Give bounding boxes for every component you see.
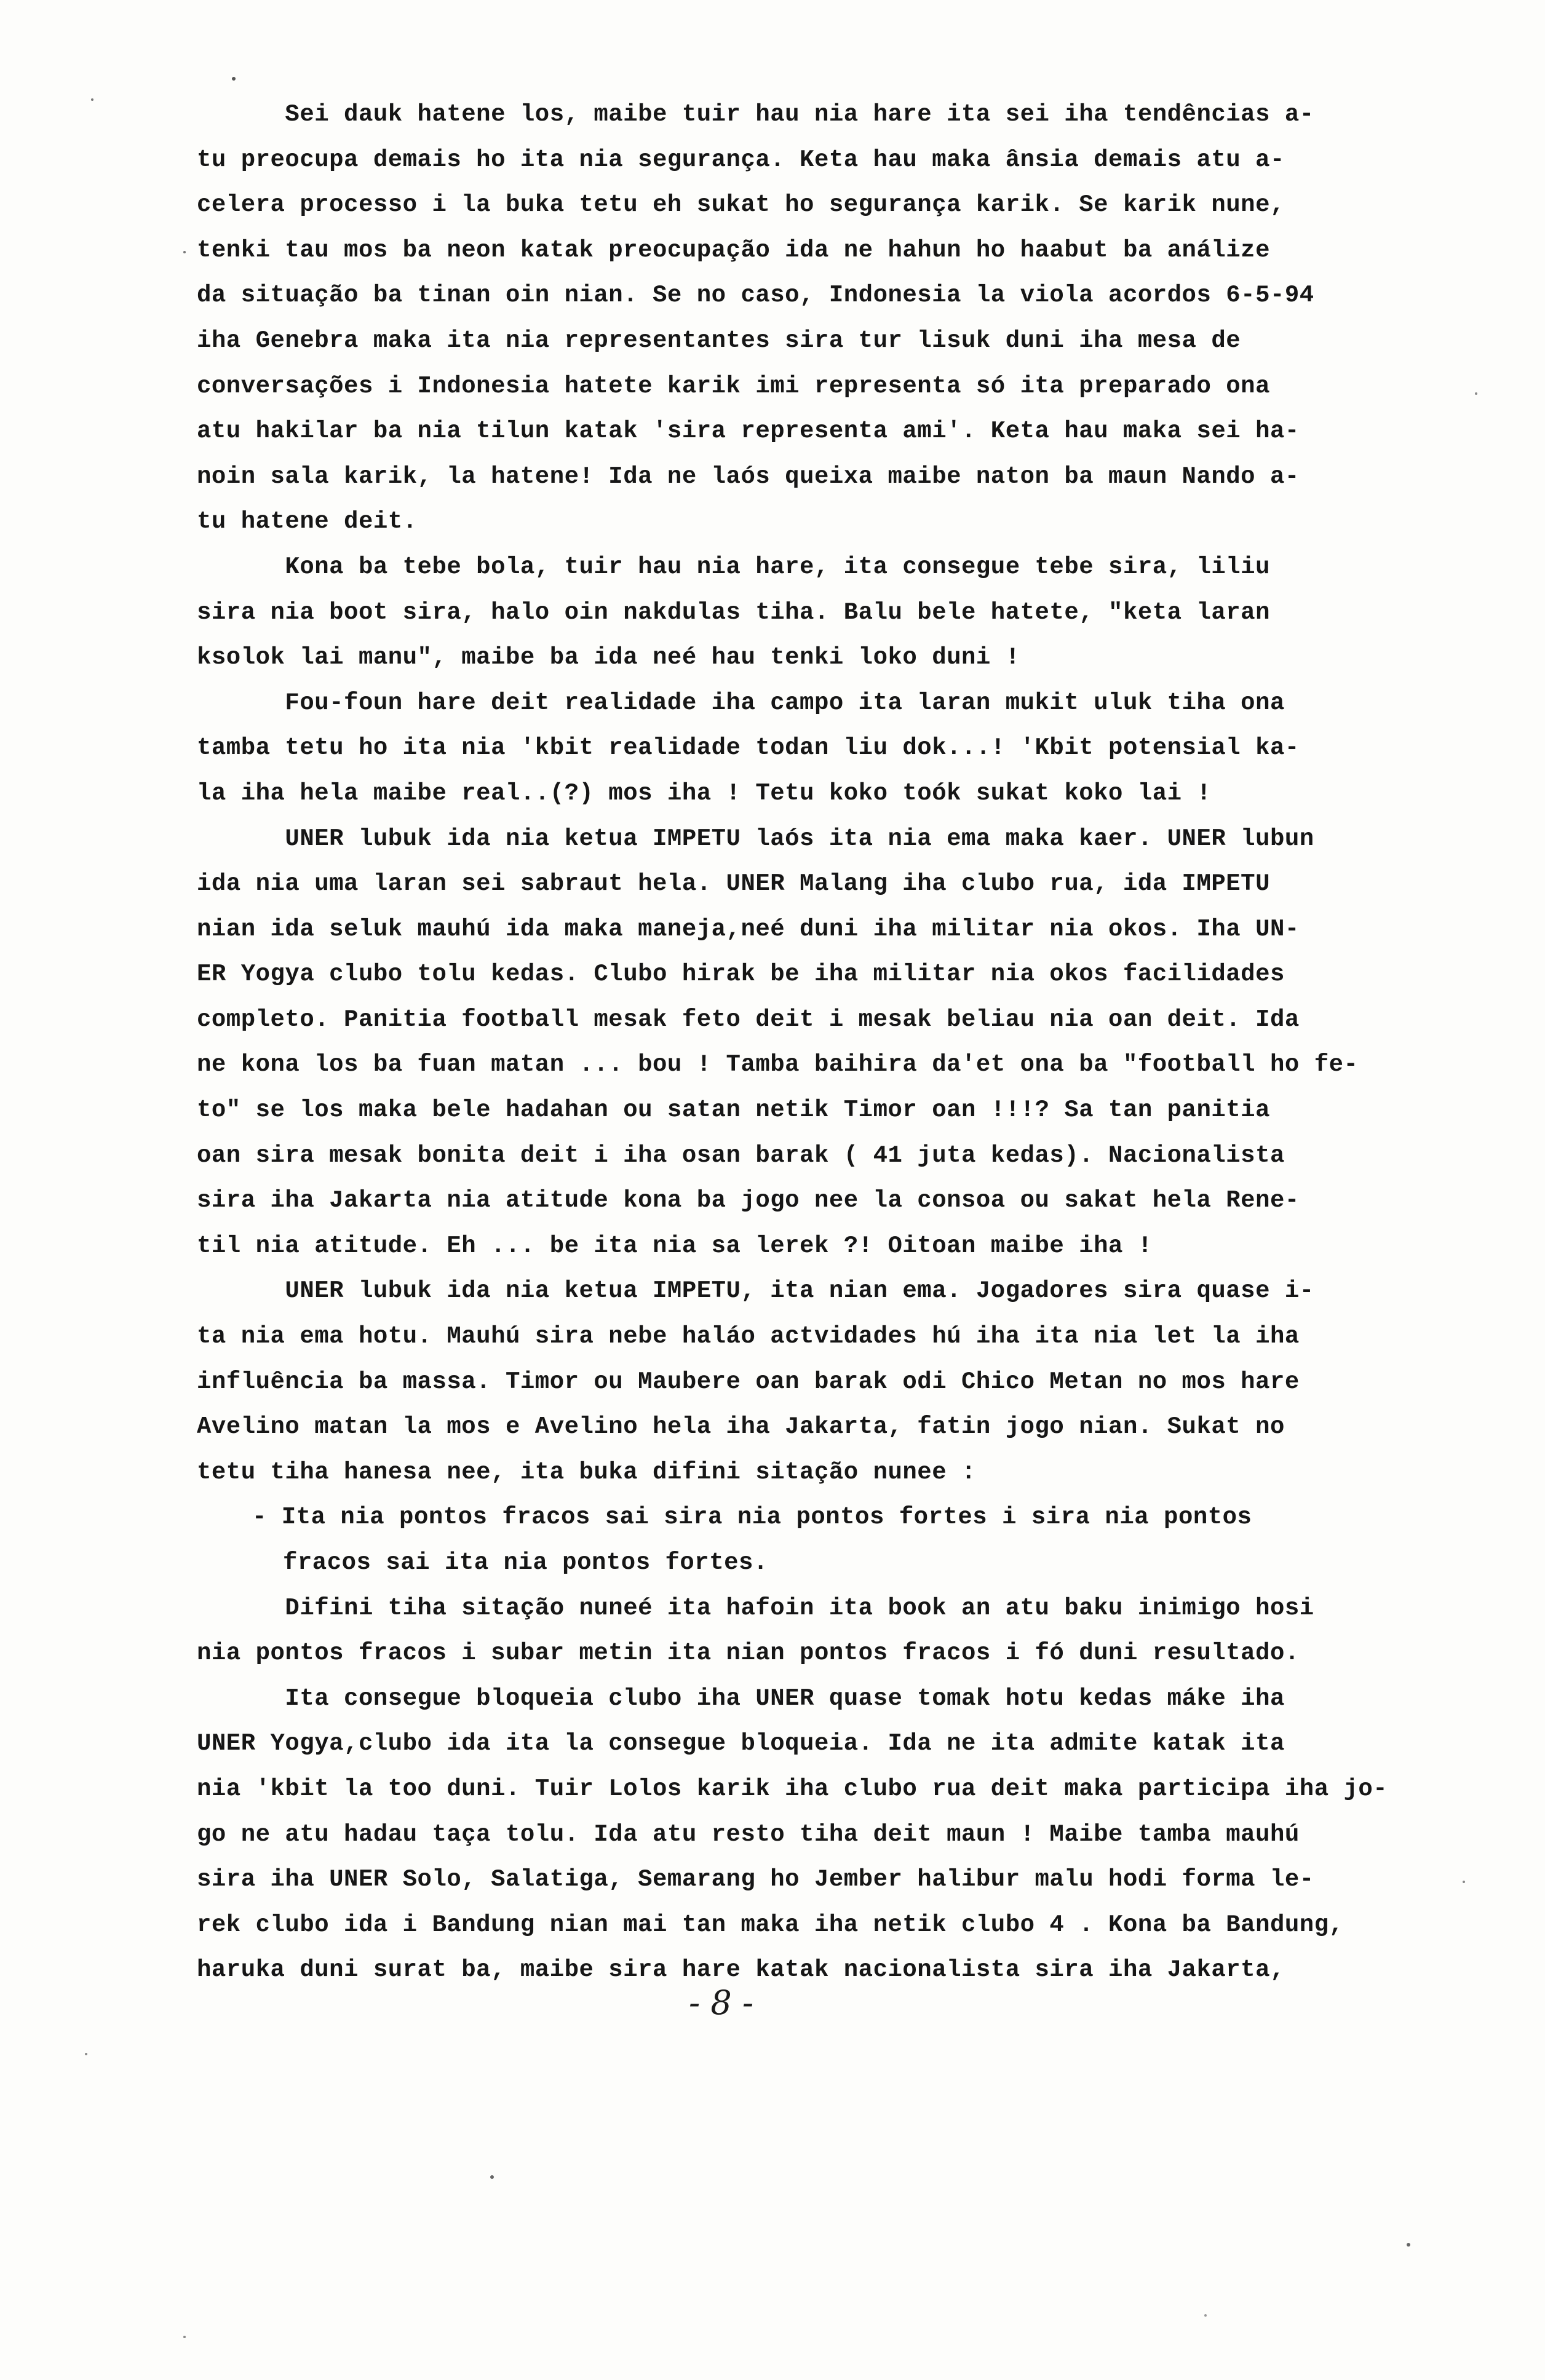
text-line: noin sala karik, la hatene! Ida ne laós queixa maibe naton ba maun Nando a- <box>197 462 1300 490</box>
text-line: UNER lubuk ida nia ketua IMPETU laós ita nia ema maka kaer. UNER lubun <box>197 825 1314 852</box>
text-line: til nia atitude. Eh ... be ita nia sa lerek ?! Oitoan maibe iha ! <box>197 1232 1153 1259</box>
text-line: tu preocupa demais ho ita nia segurança. Keta hau maka ânsia demais atu a- <box>197 146 1285 173</box>
text-line: tu hatene deit. <box>197 508 418 536</box>
text-line: sira iha Jakarta nia atitude kona ba jogo nee la consoa ou sakat hela Rene- <box>197 1187 1300 1215</box>
text-line: tamba tetu ho ita nia 'kbit realidade todan liu dok...! 'Kbit potensial ka- <box>197 734 1300 762</box>
text-line: Fou-foun hare deit realidade iha campo ita laran mukit uluk tiha ona <box>197 689 1285 716</box>
text-line: to" se los maka bele hadahan ou satan netik Timor oan !!!? Sa tan panitia <box>197 1097 1270 1124</box>
typewritten-text-block <box>197 92 1458 1993</box>
text-line: sira nia boot sira, halo oin nakdulas tiha. Balu bele hatete, "keta laran <box>197 598 1270 626</box>
text-line: go ne atu hadau taça tolu. Ida atu resto tiha deit maun ! Maibe tamba mauhú <box>197 1820 1300 1848</box>
text-line: la iha hela maibe real..(?) mos iha ! Tetu koko toók sukat koko lai ! <box>197 779 1212 807</box>
text-line: Ita consegue bloqueia clubo iha UNER quase tomak hotu kedas máke iha <box>197 1684 1285 1712</box>
text-line: nia pontos fracos i subar metin ita nian pontos fracos i fó duni resultado. <box>197 1640 1300 1667</box>
text-line: oan sira mesak bonita deit i iha osan barak ( 41 juta kedas). Nacionalista <box>197 1141 1285 1169</box>
text-line: rek clubo ida i Bandung nian mai tan maka iha netik clubo 4 . Kona ba Bandung, <box>197 1911 1344 1938</box>
text-line: nian ida seluk mauhú ida maka maneja,neé duni iha militar nia okos. Iha UN- <box>197 915 1300 943</box>
text-line: ER Yogya clubo tolu kedas. Clubo hirak be iha militar nia okos facilidades <box>197 961 1285 988</box>
text-line: haruka duni surat ba, maibe sira hare katak nacionalista sira iha Jakarta, <box>197 1956 1285 1984</box>
text-line: iha Genebra maka ita nia representantes sira tur lisuk duni iha mesa de <box>197 327 1241 354</box>
text-line: celera processo i la buka tetu eh sukat ho segurança karik. Se karik nune, <box>197 191 1285 219</box>
text-line: conversações i Indonesia hatete karik imi representa só ita preparado ona <box>197 372 1270 400</box>
text-line: ida nia uma laran sei sabraut hela. UNER Malang iha clubo rua, ida IMPETU <box>197 870 1270 898</box>
text-line: UNER Yogya,clubo ida ita la consegue bloqueia. Ida ne ita admite katak ita <box>197 1730 1285 1758</box>
bullet-continuation-line: fracos sai ita nia pontos fortes. <box>283 1549 768 1576</box>
text-line: influência ba massa. Timor ou Maubere oan barak odi Chico Metan no mos hare <box>197 1368 1300 1395</box>
text-line: sira iha UNER Solo, Salatiga, Semarang ho Jember halibur malu hodi forma le- <box>197 1866 1314 1894</box>
text-line: nia 'kbit la too duni. Tuir Lolos karik iha clubo rua deit maka participa iha jo- <box>197 1775 1388 1803</box>
text-line: Avelino matan la mos e Avelino hela iha Jakarta, fatin jogo nian. Sukat no <box>197 1413 1285 1441</box>
text-line: Sei dauk hatene los, maibe tuir hau nia hare ita sei iha tendências a- <box>197 101 1314 128</box>
text-line: Difini tiha sitação nuneé ita hafoin ita book an atu baku inimigo hosi <box>197 1594 1314 1622</box>
page-number: - 8 - <box>689 1983 754 2022</box>
text-line: atu hakilar ba nia tilun katak 'sira representa ami'. Keta hau maka sei ha- <box>197 418 1300 445</box>
text-line: tenki tau mos ba neon katak preocupação ida ne hahun ho haabut ba análize <box>197 236 1270 264</box>
text-line: ta nia ema hotu. Mauhú sira nebe haláo actvidades hú iha ita nia let la iha <box>197 1323 1300 1351</box>
text-line: ne kona los ba fuan matan ... bou ! Tamba baihira da'et ona ba "football ho fe- <box>197 1051 1359 1079</box>
text-line: UNER lubuk ida nia ketua IMPETU, ita nian ema. Jogadores sira quase i- <box>197 1277 1314 1305</box>
text-line: Kona ba tebe bola, tuir hau nia hare, ita consegue tebe sira, liliu <box>197 553 1270 581</box>
text-line: ksolok lai manu", maibe ba ida neé hau tenki loko duni ! <box>197 644 1020 672</box>
text-line: da situação ba tinan oin nian. Se no caso, Indonesia la viola acordos 6-5-94 <box>197 282 1314 309</box>
text-line: completo. Panitia football mesak feto deit i mesak beliau nia oan deit. Ida <box>197 1006 1300 1033</box>
bullet-line: - Ita nia pontos fracos sai sira nia pontos fortes i sira nia pontos <box>252 1504 1252 1531</box>
text-line: tetu tiha hanesa nee, ita buka difini sitação nunee : <box>197 1458 976 1486</box>
